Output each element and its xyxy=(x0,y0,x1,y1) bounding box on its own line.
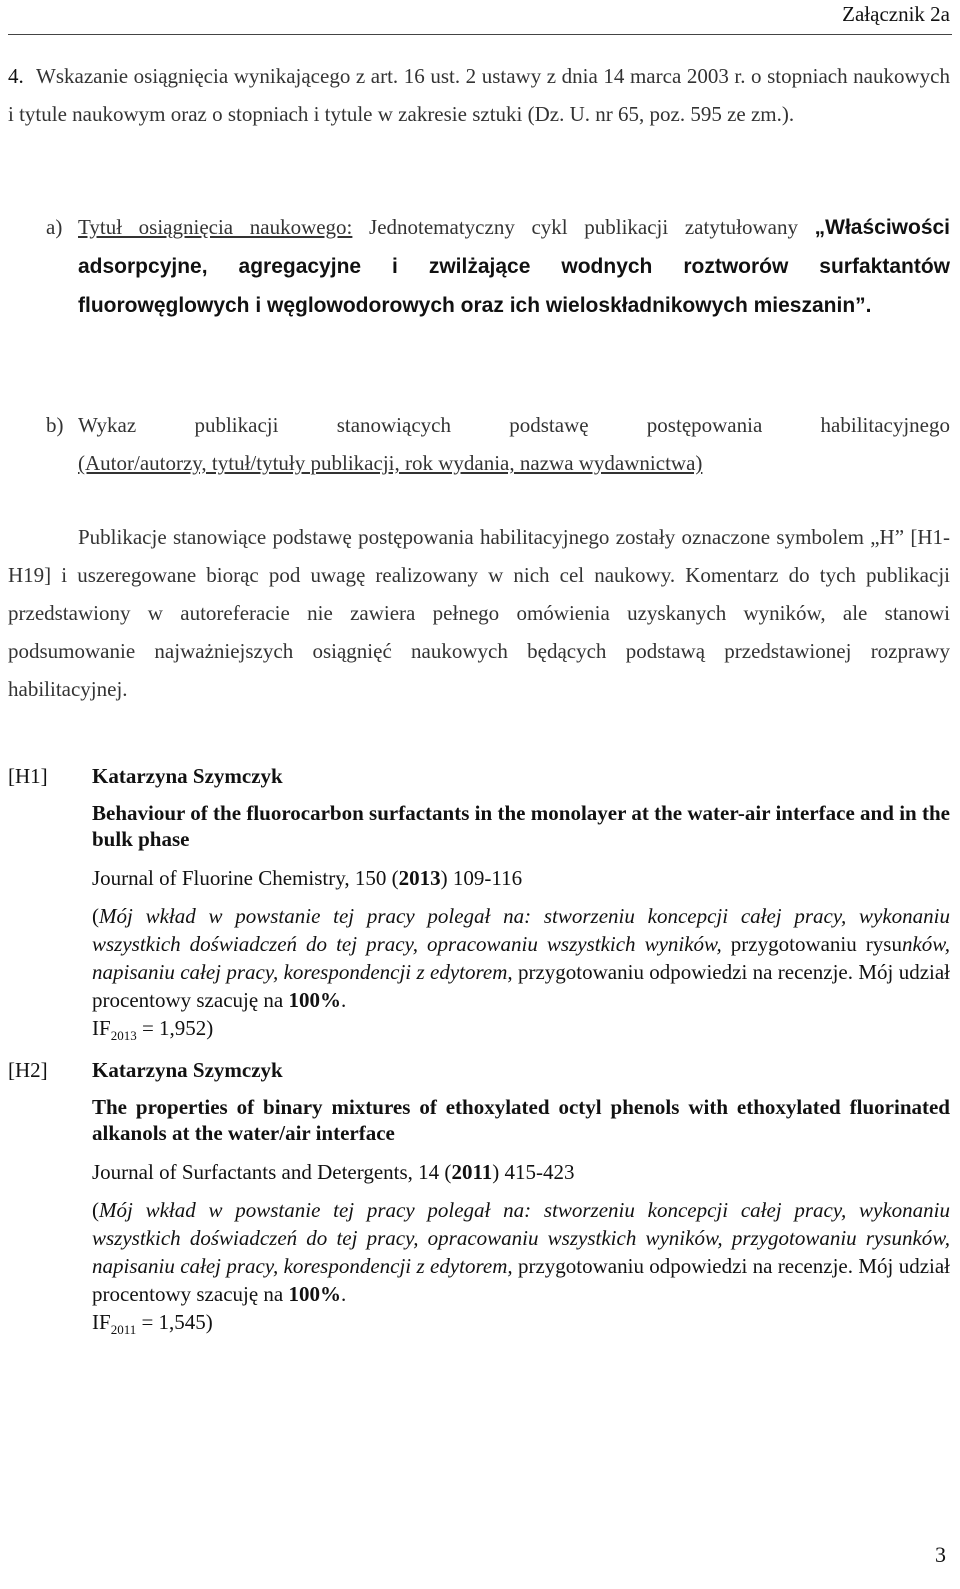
note-period: . xyxy=(341,988,347,1012)
achievement-title: Właściwości adsorpcyjne, agregacyjne i zwilżające wodnych roztworów surfaktantów fluorowęglowych i węglowodorowych oraz ich wieloskładnikowych mieszanin xyxy=(78,216,951,317)
item-a xyxy=(46,208,950,325)
publication-year: 2011 xyxy=(451,1160,493,1184)
publication-h2 xyxy=(8,1056,950,1344)
achievement-title-label: Tytuł osiągnięcia naukowego: xyxy=(78,215,353,239)
item-b xyxy=(46,406,950,482)
note-open: ( xyxy=(92,904,99,928)
contribution-share: 100% xyxy=(288,1282,341,1306)
publication-journal xyxy=(92,1158,950,1186)
item-b-letter: b) xyxy=(46,413,64,437)
publication-list-heading: Wykaz publikacji stanowiących podstawę postępowania habilitacyjnego xyxy=(78,413,950,437)
impact-factor-value: = 1,545) xyxy=(136,1310,213,1334)
impact-factor-year: 2011 xyxy=(110,1322,137,1338)
publication-journal xyxy=(92,864,950,892)
publication-label: [H1] xyxy=(8,764,48,788)
impact-factor-label: IF xyxy=(92,1310,111,1334)
achievement-close-quote: ”. xyxy=(855,294,872,317)
publication-year: 2013 xyxy=(398,866,441,890)
publication-title: Behaviour of the fluorocarbon surfactants in the monolayer at the water-air interface and in the bulk phase xyxy=(92,801,950,851)
publication-list-format: (Autor/autorzy, tytuł/tytuły publikacji, rok wydania, nazwa wydawnictwa) xyxy=(78,451,703,475)
note-italic-2: nków, napisaniu całej pracy, korespondencji z edytorem, xyxy=(92,932,950,984)
journal-name: Journal of Fluorine Chemistry, 150 ( xyxy=(92,866,399,890)
publication-h1 xyxy=(8,762,950,1050)
note-plain-2: przygotowaniu odpowiedzi na recenzje. Mój udział procentowy szacuję na xyxy=(92,1254,951,1306)
note-italic: Mój wkład w powstanie tej pracy polegał na: stworzeniu koncepcji całej pracy, wykonaniu wszystkich doświadczeń do tej pracy, opracowaniu wszystkich wyników, xyxy=(92,904,950,956)
page-number: 3 xyxy=(935,1542,946,1567)
intro-paragraph xyxy=(8,518,950,708)
impact-factor-label: IF xyxy=(92,1016,111,1040)
note-period: . xyxy=(341,1282,347,1306)
annex-label: Załącznik 2a xyxy=(842,2,950,26)
impact-factor-value: = 1,952) xyxy=(136,1016,214,1040)
contribution-note xyxy=(92,1196,950,1344)
achievement-open-quote: „ xyxy=(814,216,826,239)
section-text: Wskazanie osiągnięcia wynikającego z art. 16 ust. 2 ustawy z dnia 14 marca 2003 r. o stopniach naukowych i tytule naukowym oraz o stopniach i tytule w zakresie sztuki (Dz. U. nr 65, poz. 595 ze zm.). xyxy=(8,64,950,126)
impact-factor-year: 2013 xyxy=(110,1028,137,1044)
contribution-share: 100% xyxy=(288,988,341,1012)
publication-title: The properties of binary mixtures of ethoxylated octyl phenols with ethoxylated fluorinated alkanols at the water/air interface xyxy=(92,1095,950,1145)
journal-name: Journal of Surfactants and Detergents, 14 ( xyxy=(92,1160,452,1184)
publication-author: Katarzyna Szymczyk xyxy=(92,764,283,788)
item-a-letter: a) xyxy=(46,215,63,239)
section-number: 4. xyxy=(8,64,24,88)
note-plain: przygotowaniu rysu xyxy=(721,932,902,956)
intro-paragraph-text: Publikacje stanowiące podstawę postępowania habilitacyjnego zostały oznaczone symbolem „H” [H1-H19] i uszeregowane biorąc pod uwagę realizowany w nich cel naukowy. Komentarz do tych publikacji przedstawiony w autoreferacie nie zawiera pełnego omówienia uzyskanych wyników, ale stanowi podsumowanie najważniejszych osiągnięć naukowych będących podstawą przedstawionej rozprawy habilitacyjnej. xyxy=(8,525,950,701)
achievement-intro: Jednotematyczny cykl publikacji zatytułowany xyxy=(352,215,815,239)
note-plain-2: przygotowaniu odpowiedzi na recenzje. Mój udział procentowy szacuję na xyxy=(92,960,951,1012)
section-4 xyxy=(8,57,950,133)
publication-label: [H2] xyxy=(8,1058,48,1082)
journal-pages: ) 109-116 xyxy=(440,866,523,890)
contribution-note xyxy=(92,902,950,1050)
publication-author: Katarzyna Szymczyk xyxy=(92,1058,283,1082)
note-open: ( xyxy=(92,1198,99,1222)
journal-pages: ) 415-423 xyxy=(492,1160,575,1184)
note-italic: Mój wkład w powstanie tej pracy polegał na: stworzeniu koncepcji całej pracy, wykonaniu wszystkich doświadczeń do tej pracy, opracowaniu wszystkich wyników, przygotowaniu rysunków, napisaniu całej pracy, korespondencji z edytorem, xyxy=(92,1198,950,1278)
header-divider xyxy=(8,34,952,35)
